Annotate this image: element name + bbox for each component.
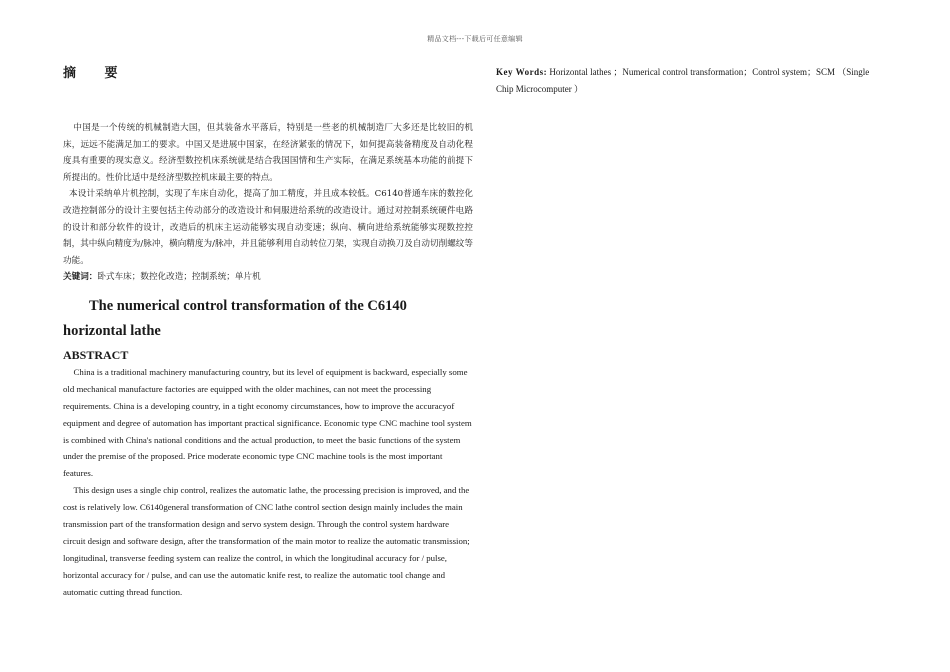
en-paragraph-1: China is a traditional machinery manufacturing country, but its level of equipment is backward, especially some old mechanical manufacture factories are equipped with the older machines, can not meet the processing requirements. China is a developing country, in a tight economy circumstances, how to improve the accuracyof equipment and degree of automation has important practical significance. Economic type CNC machine tool system is combined with China's national conditions and the actual production, to meet the basic functions of the system under the premise of the proposed. Price moderate economic type CNC machine tools is the most important features. (63, 366, 472, 479)
en-keywords-label: Key Words: (496, 67, 548, 77)
right-column (496, 64, 876, 98)
en-paragraph-2: This design uses a single chip control, realizes the automatic lathe, the processing precision is improved, and the cost is relatively low. C6140general transformation of CNC lathe control section design mainly includes the main transmission part of the transformation design and servo system design. Through the control system hardware circuit design and software design, after the transformation of the main motor to realize the automatic transmission; longitudinal, transverse feeding system can realize the control, in which the longitudinal accuracy for / pulse, horizontal accuracy for / pulse, and can use the automatic knife rest, to realize the automatic tool change and automatic cutting thread function. (63, 485, 470, 597)
cn-keywords-label: 关键词： (63, 272, 98, 283)
cn-abstract-heading: 摘 要 (63, 66, 130, 81)
cn-abstract-body (63, 120, 473, 269)
en-abstract-heading: ABSTRACT (63, 347, 129, 362)
en-abstract-body (63, 364, 473, 601)
cn-paragraph-1: 中国是一个传统的机械制造大国，但其装备水平落后，特别是一些老的机械制造厂大多还是比较旧的机床，远远不能满足加工的要求。中国又是进展中国家，在经济紧张的情况下，如何提高装备精度及自动化程度具有重要的现实意义。经济型数控机床系统就是结合我国国情和生产实际，在满足系统基本功能的前提下所提出的。性价比适中是经济型数控机床最主要的特点。 (63, 123, 473, 183)
en-title (63, 294, 473, 344)
left-column (63, 64, 473, 601)
en-keywords-text: Horizontal lathes ；Numerical control transformation；Control system；SCM （Single Chip Microcomputer ） (496, 67, 870, 94)
cn-keywords (63, 269, 473, 286)
header-note: 精品文档---下载后可任意编辑 (427, 35, 523, 43)
cn-keywords-text: 卧式车床；数控化改造；控制系统；单片机 (97, 272, 261, 283)
en-title-line-2: horizontal lathe (63, 322, 161, 339)
cn-paragraph-2: 本设计采纳单片机控制，实现了车床自动化，提高了加工精度，并且成本较低。C6140普通车床的数控化改造控制部分的设计主要包括主传动部分的改造设计和伺服进给系统的改造设计。通过对控制系统硬件电路的设计和部分软件的设计，改造后的机床主运动能够实现自动变速；纵向、横向进给系统能够实现数控控制，其中纵向精度为/脉冲，横向精度为/脉冲，并且能够利用自动转位刀架，实现自动换刀及自动切削螺纹等功能。 (63, 189, 473, 266)
en-title-line-1: The numerical control transformation of the C6140 (89, 297, 407, 314)
